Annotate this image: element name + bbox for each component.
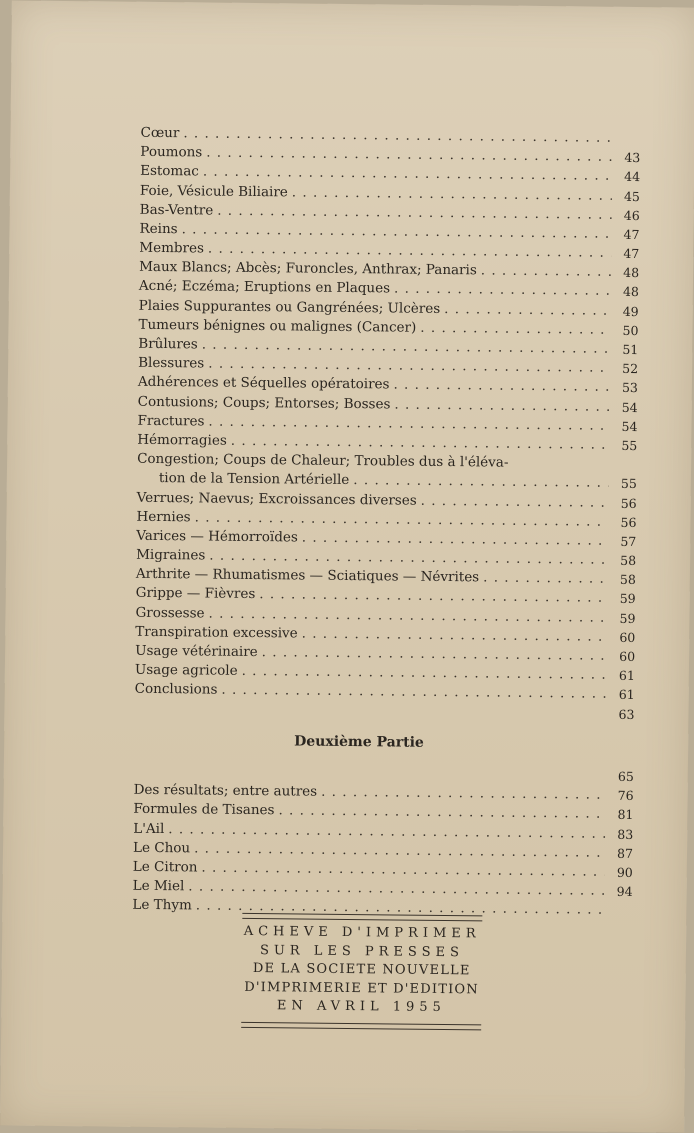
toc-entry-label: Fractures bbox=[137, 412, 205, 430]
dot-leader bbox=[420, 319, 610, 340]
toc-entry-page-number: 52 bbox=[622, 361, 639, 377]
toc-entry-label: Le Citron bbox=[132, 858, 198, 876]
toc-entry-page-number: 47 bbox=[623, 245, 640, 262]
dot-leader bbox=[221, 681, 606, 704]
toc-entry-label: Hernies bbox=[136, 508, 191, 526]
section-title-part-2: Deuxième Partie bbox=[294, 733, 424, 751]
toc-entry-page-number: 44 bbox=[624, 169, 641, 185]
toc-entry-page-number: 61 bbox=[618, 687, 635, 703]
toc-entry-label-continued: tion de la Tension Artérielle bbox=[158, 470, 350, 489]
toc-entry-label: Hémorragies bbox=[137, 431, 227, 449]
dot-leader bbox=[394, 395, 609, 416]
toc-entry-page-number: 48 bbox=[622, 284, 639, 300]
toc-entry-label: Brûlures bbox=[138, 335, 198, 353]
toc-entry-label: Poumons bbox=[140, 143, 203, 161]
table-of-contents-part-2 bbox=[132, 762, 634, 921]
toc-entry-label: Verrues; Naevus; Excroissances diverses bbox=[136, 489, 417, 509]
toc-entry-label: Arthrite — Rhumatismes — Sciatiques — Névrites bbox=[135, 566, 480, 586]
toc-entry-label: Formules de Tisanes bbox=[133, 801, 275, 819]
dot-leader bbox=[481, 262, 611, 283]
toc-entry-label: Des résultats; entre autres bbox=[133, 781, 318, 800]
toc-entry-label: Conclusions bbox=[134, 681, 218, 699]
toc-entry-page-number: 47 bbox=[623, 226, 640, 242]
toc-entry-page-number: 60 bbox=[619, 648, 636, 665]
toc-entry-label: Blessures bbox=[138, 355, 205, 372]
toc-entry-label: Varices — Hémorroïdes bbox=[136, 527, 298, 546]
toc-entry-page-number: 55 bbox=[620, 476, 637, 492]
toc-entry-label: Estomac bbox=[140, 163, 199, 180]
toc-entry-page-number: 87 bbox=[617, 845, 634, 861]
toc-entry-page-number: 51 bbox=[622, 341, 639, 358]
toc-entry-page-number: 90 bbox=[616, 864, 633, 880]
toc-entry-label: Congestion; Coups de Chaleur; Troubles dus à l'éléva- bbox=[137, 450, 509, 471]
toc-entry-page-number: 58 bbox=[619, 572, 636, 588]
toc-entry-page-number: 53 bbox=[621, 380, 638, 396]
toc-entry-label: Usage agricole bbox=[134, 662, 238, 680]
toc-entry-page-number: 61 bbox=[618, 668, 635, 684]
toc-entry-label: Acné; Eczéma; Eruptions en Plaques bbox=[138, 278, 391, 297]
colophon-line: EN AVRIL 1955 bbox=[276, 998, 446, 1016]
toc-entry-label: Cœur bbox=[140, 124, 180, 142]
dot-leader bbox=[444, 300, 611, 321]
toc-entry-label: Le Thym bbox=[132, 897, 192, 914]
toc-entry-label: Usage vétérinaire bbox=[135, 642, 258, 661]
toc-entry-label: Bas-Ventre bbox=[139, 201, 214, 219]
toc-entry-label: Contusions; Coups; Entorses; Bosses bbox=[137, 393, 391, 413]
toc-entry-page-number: 59 bbox=[619, 591, 636, 607]
toc-entry-page-number: 59 bbox=[619, 610, 636, 626]
toc-entry-page-number: 50 bbox=[622, 322, 639, 338]
colophon-line: D'IMPRIMERIE ET D'EDITION bbox=[244, 979, 479, 997]
dot-leader bbox=[483, 569, 608, 590]
toc-entry-page-number: 60 bbox=[619, 629, 636, 645]
toc-entry-label: Le Miel bbox=[132, 877, 185, 895]
toc-entry-page-number: 56 bbox=[620, 514, 637, 530]
toc-entry-page-number: 56 bbox=[620, 495, 637, 511]
toc-entry-label: Adhérences et Séquelles opératoires bbox=[137, 374, 390, 393]
toc-entry-page-number: 49 bbox=[622, 303, 639, 319]
toc-entry-page-number: 43 bbox=[624, 150, 641, 166]
toc-entry-page-number: 63 bbox=[618, 706, 635, 722]
colophon-top-rule bbox=[242, 913, 482, 922]
toc-entry-label: Transpiration excessive bbox=[135, 623, 298, 642]
toc-entry-page-number: 54 bbox=[621, 399, 638, 415]
toc-entry-label: L'Ail bbox=[133, 820, 165, 837]
table-of-contents-part-1 bbox=[134, 124, 640, 724]
toc-entry-label: Foie, Vésicule Biliaire bbox=[139, 182, 288, 200]
toc-entry-page-number: 46 bbox=[623, 207, 640, 223]
toc-entry-label: Grippe — Fièvres bbox=[135, 585, 256, 603]
toc-entry-label: Membres bbox=[139, 239, 205, 257]
colophon-bottom-rule bbox=[241, 1021, 481, 1030]
colophon-line: DE LA SOCIETE NOUVELLE bbox=[252, 961, 471, 979]
toc-entry-page-number: 45 bbox=[623, 188, 640, 204]
toc-entry-page-number: 81 bbox=[617, 807, 634, 823]
toc-entry-page-number: 48 bbox=[623, 265, 640, 281]
toc-entry-label: Tumeurs bénignes ou malignes (Cancer) bbox=[138, 316, 417, 336]
toc-entry bbox=[137, 450, 637, 494]
toc-entry-page-number: 55 bbox=[621, 437, 638, 454]
toc-entry-label: Grossesse bbox=[135, 604, 205, 622]
dot-leader bbox=[393, 376, 610, 397]
dot-leader bbox=[394, 280, 611, 301]
toc-entry-page-number: 76 bbox=[617, 788, 634, 804]
toc-entry-label: Le Chou bbox=[132, 839, 191, 857]
toc-entry-page-number: 94 bbox=[616, 883, 633, 900]
toc-entry-label: Migraines bbox=[136, 546, 206, 564]
toc-entry-label: Plaies Suppurantes ou Gangrénées; Ulcères bbox=[138, 297, 441, 317]
toc-entry-page-number: 57 bbox=[620, 533, 637, 549]
colophon-line: ACHEVE D'IMPRIMER bbox=[243, 923, 481, 942]
toc-entry-page-number: 83 bbox=[617, 826, 634, 842]
toc-entry-page-number: 54 bbox=[621, 418, 638, 434]
dot-leader bbox=[421, 491, 609, 512]
toc-entry-label: Maux Blancs; Abcès; Furoncles, Anthrax; Panaris bbox=[139, 259, 477, 279]
colophon-line: SUR LES PRESSES bbox=[259, 942, 465, 960]
toc-entry-page-number: 58 bbox=[620, 552, 637, 569]
toc-entry-page-number: 65 bbox=[617, 768, 634, 784]
colophon bbox=[241, 913, 482, 1030]
toc-entry-label: Reins bbox=[139, 220, 178, 238]
